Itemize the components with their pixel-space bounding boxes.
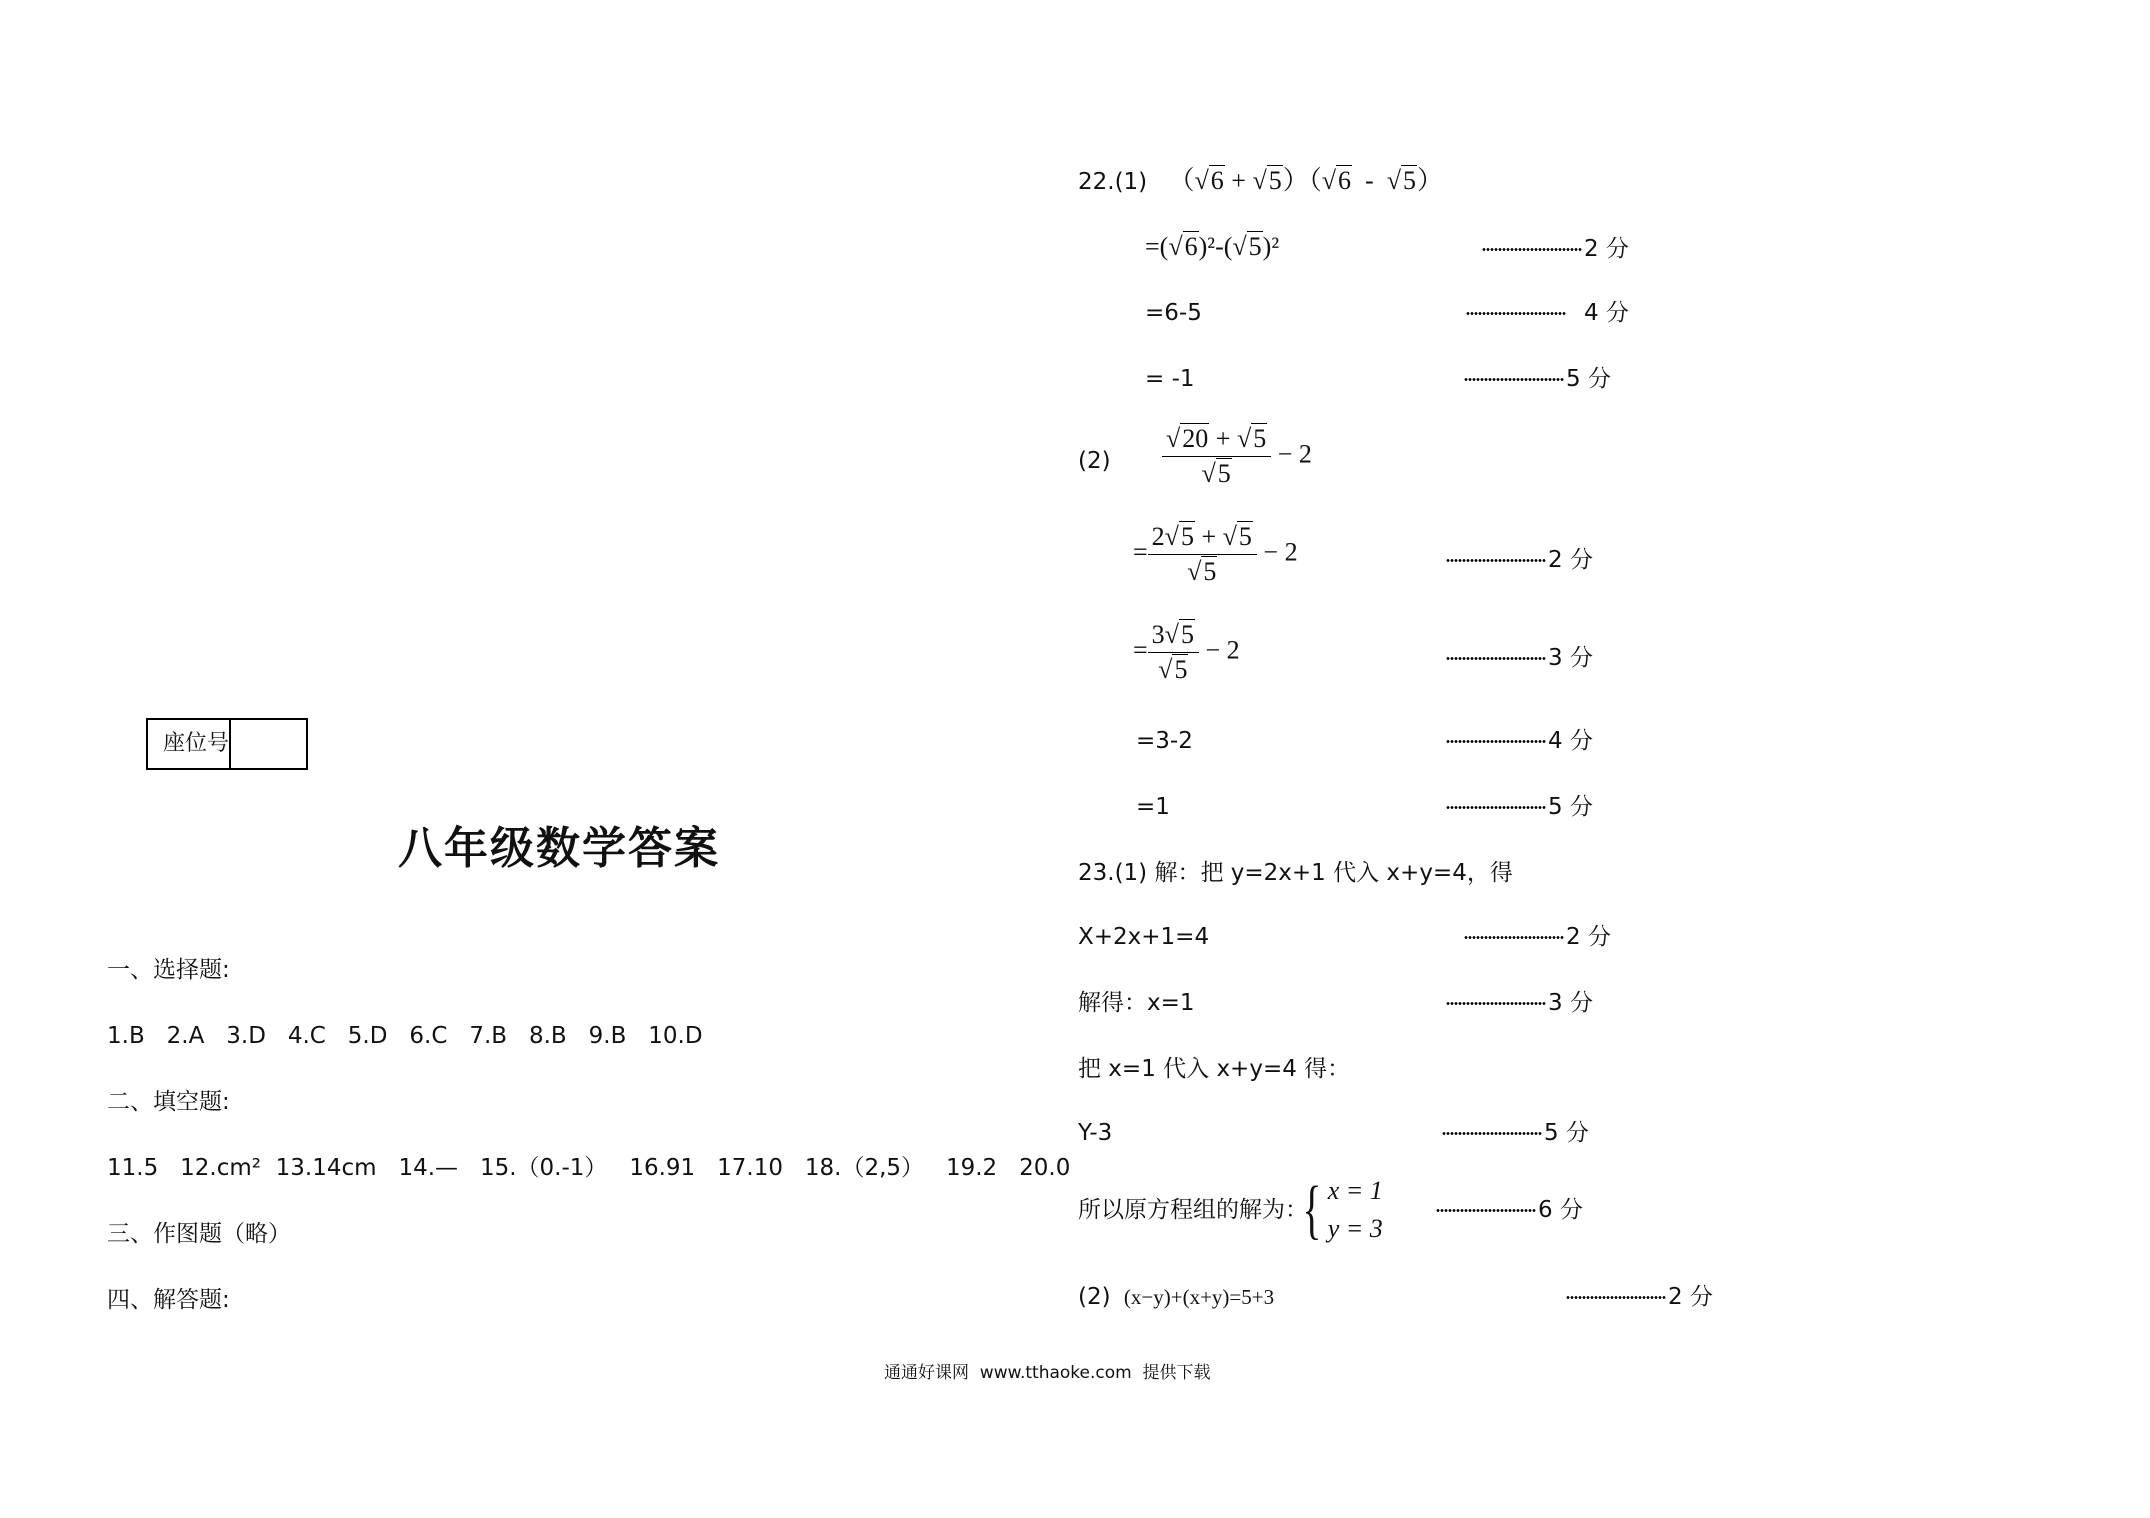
sqrt-6: √6 <box>1168 232 1198 261</box>
q23-line6-score: 6 分 <box>1436 1195 1583 1225</box>
sqrt-6: √6 <box>1321 166 1352 195</box>
q23-part2 <box>1078 1282 1274 1312</box>
dot-leader <box>1446 559 1546 562</box>
q22-part1-label: 22.(1) <box>1078 169 1148 195</box>
q22-part2-step2: = $\frac{3√5}{√5}$ − 2 <box>1133 620 1240 684</box>
q23-line5-score: 5 分 <box>1442 1118 1589 1148</box>
sqrt-5: √5 <box>1252 166 1282 195</box>
q22-part1-problem <box>1078 166 1443 197</box>
sqrt-5: √5 <box>1232 232 1262 261</box>
section-4-heading: 四、解答题: <box>107 1287 230 1313</box>
q23-line1: 23.(1) 解：把 y=2x+1 代入 x+y=4，得 <box>1078 860 1513 886</box>
q22-step2-score: 4 分 <box>1466 298 1629 328</box>
q22-step3: = -1 <box>1145 366 1195 392</box>
q22-step3-score: 5 分 <box>1464 364 1611 394</box>
fraction: $\frac{2√5 + √5}{√5}$ <box>1148 522 1257 587</box>
q22-step1: =(√6)²-(√5)² <box>1145 232 1280 261</box>
q23-part2-expression: (x−y)+(x+y)=5+3 <box>1123 1285 1275 1309</box>
seat-number-divider <box>229 720 231 768</box>
paren: （ <box>1168 166 1195 195</box>
section-1-answers: 1.B 2.A 3.D 4.C 5.D 6.C 7.B 8.B 9.B 10.D <box>107 1023 703 1049</box>
dot-leader <box>1466 312 1566 315</box>
q22-part2-problem: $\frac{√20 + √5}{√5}$ − 2 <box>1162 424 1312 489</box>
dot-leader <box>1482 248 1582 251</box>
q23-line2: X+2x+1=4 <box>1078 924 1210 950</box>
dot-leader <box>1446 657 1546 660</box>
section-3-heading: 三、作图题（略） <box>107 1221 291 1247</box>
q22-part2-step1: = $\frac{2√5 + √5}{√5}$ − 2 <box>1133 522 1298 586</box>
q22-part2-label: (2) <box>1078 448 1111 474</box>
dot-leader <box>1446 740 1546 743</box>
sqrt-5: √5 <box>1386 166 1416 195</box>
q23-line5: Y-3 <box>1078 1120 1113 1146</box>
q23-line6: 所以原方程组的解为： <box>1078 1197 1308 1223</box>
dot-leader <box>1566 1296 1666 1299</box>
left-brace: { <box>1302 1173 1322 1246</box>
q22-part2-step4: =1 <box>1136 794 1170 820</box>
paren: ） <box>1416 166 1443 195</box>
paren: ）（ <box>1282 166 1322 195</box>
q23-line3-score: 3 分 <box>1446 988 1593 1018</box>
document-title: 八年级数学答案 <box>398 823 720 874</box>
dot-leader <box>1464 936 1564 939</box>
sqrt-6: √6 <box>1194 166 1224 195</box>
section-2-heading: 二、填空题: <box>107 1089 230 1115</box>
fraction: $\frac{√20 + √5}{√5}$ <box>1162 424 1271 489</box>
q22-part2-step3: =3-2 <box>1136 728 1193 754</box>
dot-leader <box>1464 378 1564 381</box>
q23-part2-score: 2 分 <box>1566 1282 1713 1312</box>
system-eq-2: y = 3 <box>1327 1214 1383 1243</box>
dot-leader <box>1436 1209 1536 1212</box>
section-2-answers: 11.5 12.cm² 13.14cm 14.— 15.（0.-1） 16.91 17.10 18.（2,5） 19.2 20.0 <box>107 1155 1071 1181</box>
system-eq-1: x = 1 <box>1327 1176 1383 1205</box>
q23-line2-score: 2 分 <box>1464 922 1611 952</box>
q22-part2-step3-score: 4 分 <box>1446 726 1593 756</box>
section-1-heading: 一、选择题: <box>107 957 230 983</box>
dot-leader <box>1446 806 1546 809</box>
seat-number-label: 座位号 <box>163 731 230 756</box>
q23-equation-system <box>1296 1172 1383 1248</box>
footer-text: 通通好课网 www.tthaoke.com 提供下载 <box>884 1363 1211 1383</box>
q22-step1-score: 2 分 <box>1482 234 1629 264</box>
q23-line4: 把 x=1 代入 x+y=4 得： <box>1078 1056 1351 1082</box>
q22-part2-step4-score: 5 分 <box>1446 792 1593 822</box>
dot-leader <box>1446 1002 1546 1005</box>
q23-line3: 解得：x=1 <box>1078 990 1195 1016</box>
q22-part2-step2-score: 3 分 <box>1446 643 1593 673</box>
dot-leader <box>1442 1132 1542 1135</box>
q22-step2: =6-5 <box>1145 300 1202 326</box>
q22-part2-step1-score: 2 分 <box>1446 545 1593 575</box>
q23-part2-label: (2) <box>1078 1284 1111 1310</box>
fraction: $\frac{3√5}{√5}$ <box>1148 620 1199 685</box>
plus: + <box>1224 166 1253 195</box>
minus: - <box>1352 166 1387 195</box>
seat-number-box <box>146 718 308 770</box>
